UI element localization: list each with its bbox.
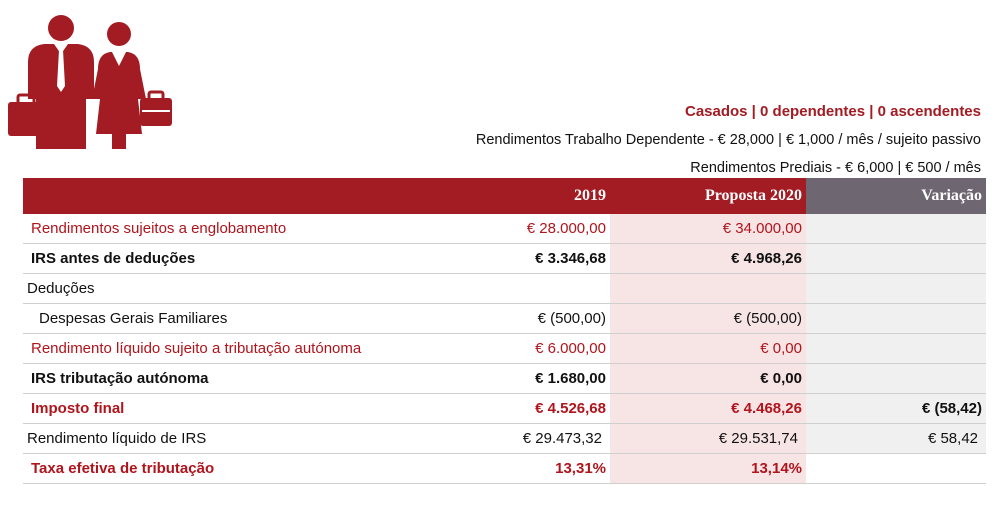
row-label: Deduções [23, 274, 413, 304]
value-2019: € 3.346,68 [413, 244, 610, 274]
table-header-row [23, 178, 986, 214]
table-row [23, 244, 986, 274]
header-2019: 2019 [413, 178, 610, 214]
row-label: Rendimento líquido sujeito a tributação autónoma [23, 334, 413, 364]
row-label: IRS antes de deduções [23, 244, 413, 274]
table-row [23, 424, 986, 454]
value-variacao: € 58,42 [806, 424, 986, 454]
table-row [23, 364, 986, 394]
value-2019: 13,31% [413, 454, 610, 484]
value-2019: € 6.000,00 [413, 334, 610, 364]
header-variacao: Variação [806, 178, 986, 214]
value-2020: € (500,00) [610, 304, 806, 334]
table-row [23, 334, 986, 364]
value-2020 [610, 274, 806, 304]
row-label: IRS tributação autónoma [23, 364, 413, 394]
table-row [23, 394, 986, 424]
value-variacao [806, 334, 986, 364]
value-2019: € (500,00) [413, 304, 610, 334]
scenario-line-employment: Rendimentos Trabalho Dependente - € 28,000 | € 1,000 / mês / sujeito passivo [475, 132, 981, 148]
row-label: Taxa efetiva de tributação [23, 454, 413, 484]
value-2019: € 4.526,68 [413, 394, 610, 424]
value-2020: 13,14% [610, 454, 806, 484]
row-label: Despesas Gerais Familiares [23, 304, 413, 334]
value-variacao [806, 274, 986, 304]
value-variacao [806, 364, 986, 394]
value-2020: € 0,00 [610, 364, 806, 394]
value-variacao [806, 454, 986, 484]
scenario-title: Casados | 0 dependentes | 0 ascendentes [684, 103, 981, 120]
value-2019: € 1.680,00 [413, 364, 610, 394]
value-2019 [413, 274, 610, 304]
row-label: Rendimentos sujeitos a englobamento [23, 214, 413, 244]
value-2020: € 34.000,00 [610, 214, 806, 244]
table-row [23, 304, 986, 334]
table-row [23, 214, 986, 244]
value-2019: € 29.473,32 [413, 424, 610, 454]
value-2019: € 28.000,00 [413, 214, 610, 244]
table-row [23, 454, 986, 484]
value-variacao [806, 244, 986, 274]
value-2020: € 4.468,26 [610, 394, 806, 424]
value-variacao: € (58,42) [806, 394, 986, 424]
value-variacao [806, 304, 986, 334]
table-row [23, 274, 986, 304]
header-proposta-2020: Proposta 2020 [610, 178, 806, 214]
scenario-line-rental: Rendimentos Prediais - € 6,000 | € 500 / mês [690, 160, 981, 176]
row-label: Imposto final [23, 394, 413, 424]
scenario-header [476, 98, 981, 182]
row-label: Rendimento líquido de IRS [23, 424, 413, 454]
value-variacao [806, 214, 986, 244]
businesspeople-icon [6, 14, 176, 149]
value-2020: € 4.968,26 [610, 244, 806, 274]
value-2020: € 0,00 [610, 334, 806, 364]
irs-comparison-table [23, 178, 986, 484]
header-label [23, 178, 413, 214]
value-2020: € 29.531,74 [610, 424, 806, 454]
